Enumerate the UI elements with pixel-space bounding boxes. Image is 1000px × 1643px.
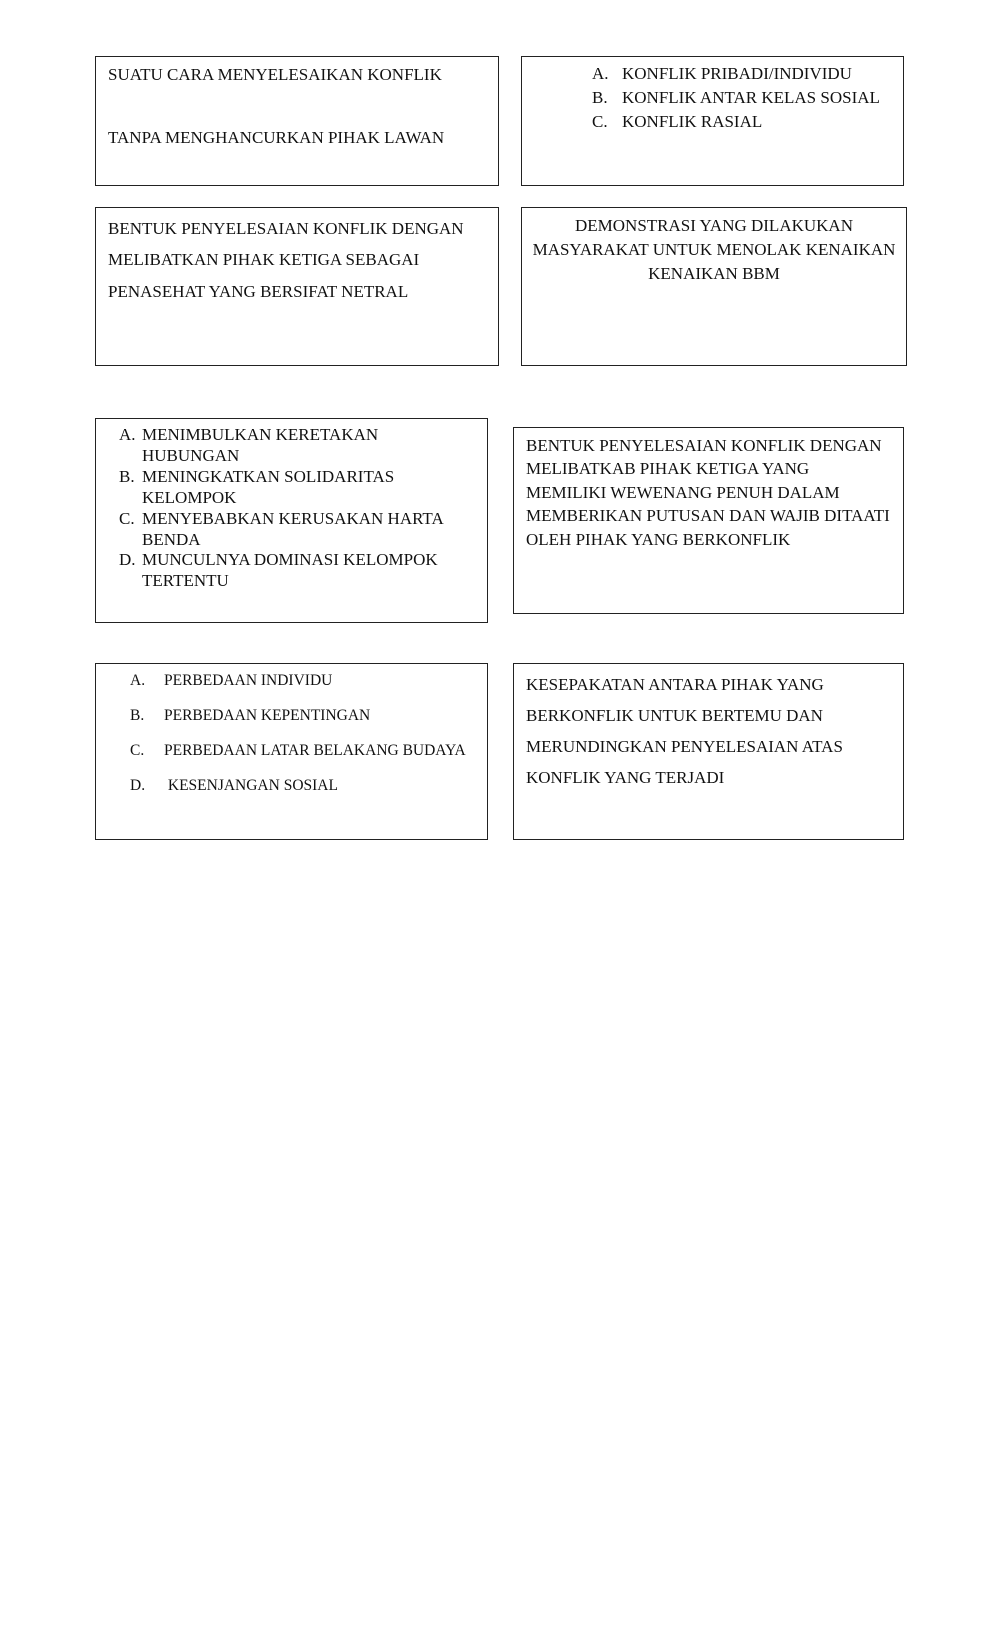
list-item: [130, 775, 477, 797]
card-text: BENTUK PENYELESAIAN KONFLIK DENGAN MELIBATKAN PIHAK KETIGA SEBAGAI PENASEHAT YANG BERSIFAT NETRAL: [108, 219, 464, 301]
option-letter: A.: [592, 64, 609, 83]
list-item: [119, 467, 477, 509]
option-list: [130, 670, 477, 797]
list-item: [592, 62, 893, 86]
option-text: PERBEDAAN INDIVIDU: [164, 672, 333, 689]
card-text: BENTUK PENYELESAIAN KONFLIK DENGAN MELIBATKAB PIHAK KETIGA YANG MEMILIKI WEWENANG PENUH DALAM MEMBERIKAN PUTUSAN DAN WAJIB DITAATI OLEH PIHAK YANG BERKONFLIK: [526, 436, 890, 549]
card-definition-1[interactable]: [95, 56, 499, 186]
option-text: KONFLIK RASIAL: [622, 111, 763, 131]
option-text: KONFLIK PRIBADI/INDIVIDU: [622, 64, 852, 83]
option-text: MENINGKATKAN SOLIDARITAS KELOMPOK: [142, 466, 395, 507]
option-letter: A.: [119, 425, 136, 444]
option-letter: D.: [119, 550, 136, 570]
option-text: KONFLIK ANTAR KELAS SOSIAL: [622, 87, 880, 107]
option-letter: B.: [119, 466, 135, 486]
card-definition-arbitration[interactable]: [513, 427, 904, 614]
card-definition-1-line-2: TANPA MENGHANCURKAN PIHAK LAWAN: [108, 128, 445, 148]
option-letter: C.: [119, 508, 135, 528]
option-text: KESENJANGAN SOSIAL: [164, 777, 338, 794]
option-letter: B.: [592, 87, 608, 107]
option-text: MUNCULNYA DOMINASI KELOMPOK TERTENTU: [142, 550, 438, 591]
list-item: [130, 740, 477, 762]
option-list: [119, 425, 477, 592]
list-item: [130, 670, 477, 692]
card-text: KESEPAKATAN ANTARA PIHAK YANG BERKONFLIK UNTUK BERTEMU DAN MERUNDINGKAN PENYELESAIAN ATAS KONFLIK YANG TERJADI: [526, 675, 843, 787]
list-item: [130, 705, 477, 727]
option-letter: D.: [130, 777, 146, 794]
option-letter: B.: [130, 707, 145, 724]
card-definition-1-line-1: SUATU CARA MENYELESAIKAN KONFLIK: [108, 65, 442, 84]
option-text: MENYEBABKAN KERUSAKAN HARTA BENDA: [142, 508, 443, 549]
option-text: MENIMBULKAN KERETAKAN HUBUNGAN: [142, 425, 379, 465]
option-letter: A.: [130, 672, 146, 689]
option-letter: C.: [130, 742, 145, 759]
card-demonstration-example[interactable]: [521, 207, 907, 366]
list-item: [119, 550, 477, 592]
list-item: [119, 425, 477, 467]
list-item: [592, 86, 893, 110]
card-conflict-effects[interactable]: [95, 418, 488, 623]
list-item: [592, 110, 893, 134]
option-text: PERBEDAAN LATAR BELAKANG BUDAYA: [164, 742, 466, 759]
card-definition-negotiation[interactable]: [513, 663, 904, 840]
option-list: [592, 62, 893, 133]
list-item: [119, 509, 477, 551]
option-letter: C.: [592, 111, 608, 131]
card-conflict-causes[interactable]: [95, 663, 488, 840]
option-text: PERBEDAAN KEPENTINGAN: [164, 707, 371, 724]
card-text: DEMONSTRASI YANG DILAKUKAN MASYARAKAT UNTUK MENOLAK KENAIKAN KENAIKAN BBM: [532, 216, 896, 283]
card-conflict-types[interactable]: [521, 56, 904, 186]
card-definition-mediation[interactable]: [95, 207, 499, 366]
